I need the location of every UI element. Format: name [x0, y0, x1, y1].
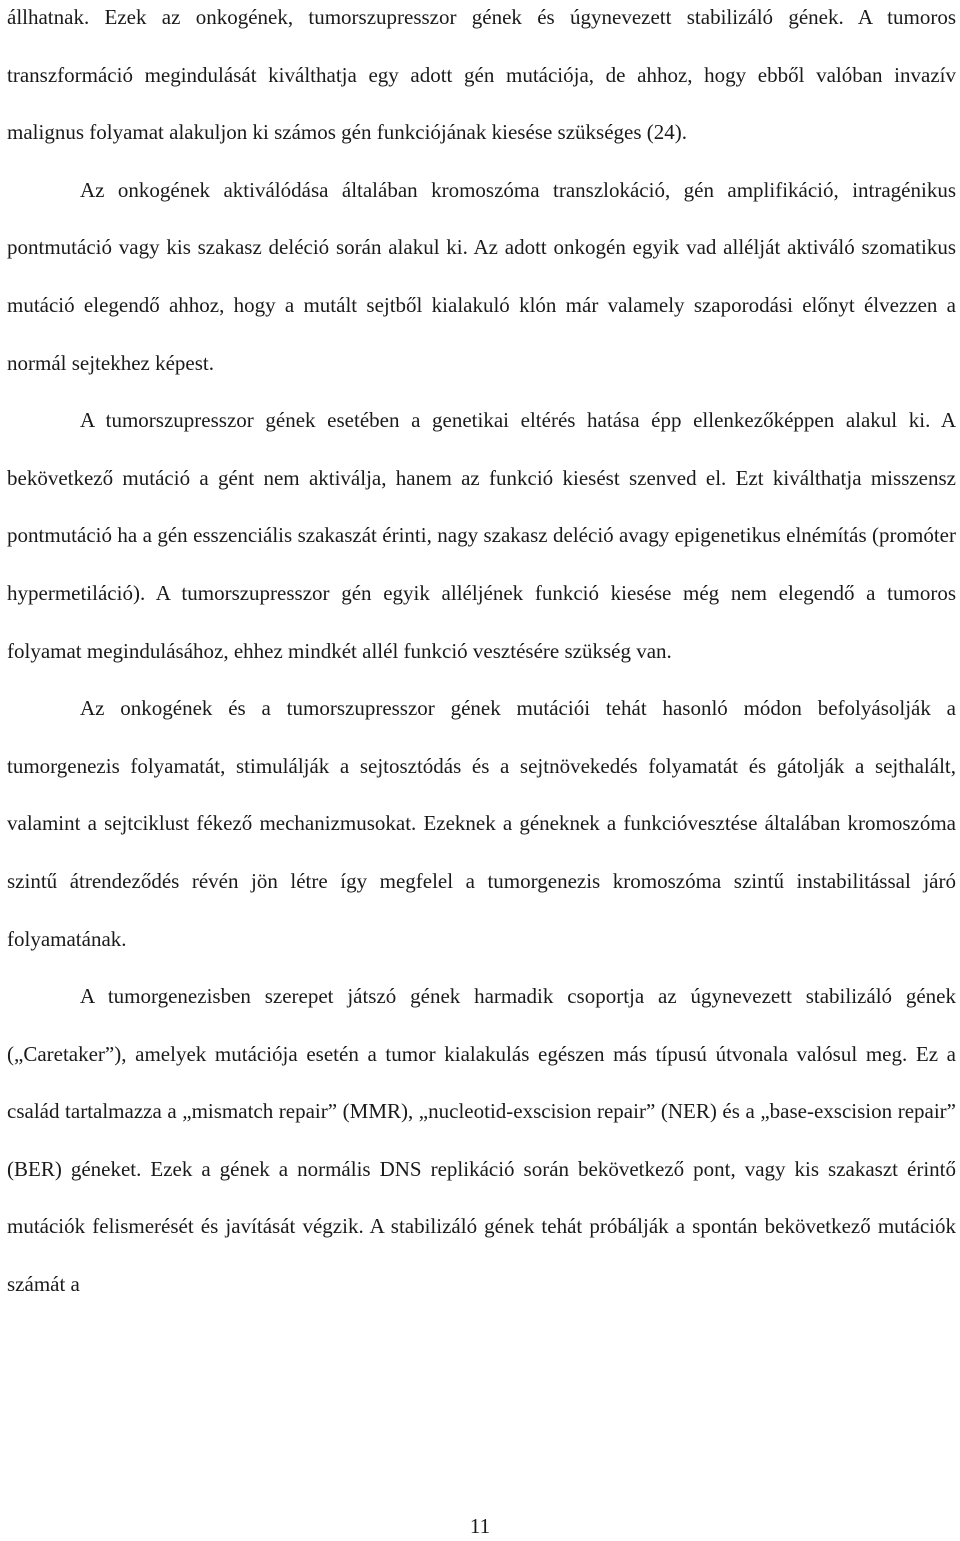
paragraph-3: A tumorszupresszor gének esetében a genetikai eltérés hatása épp ellenkezőképpen alakul ki. A bekövetkező mutáció a gént nem aktiválja, hanem az funkció kiesést szenved el. Ezt kiválthatja misszensz pontmutáció ha a gén esszenciális szakaszát érinti, nagy szakasz deléció avagy epigenetikus elnémítás (promóter hypermetiláció). A tumorszupresszor gén egyik alléljének funkció kiesése még nem elegendő a tumoros folyamat megindulásához, ehhez mindkét allél funkció vesztésére szükség van.	[7, 408, 956, 663]
paragraph-4: Az onkogének és a tumorszupresszor gének mutációi tehát hasonló módon befolyásolják a tumorgenezis folyamatát, stimulálják a sejtosztódás és a sejtnövekedés folyamatát és gátolják a sejthalált, valamint a sejtciklust fékező mechanizmusokat. Ezeknek a géneknek a funkcióvesztése általában kromoszóma szintű átrendeződés révén jön létre így megfelel a tumorgenezis kromoszóma szintű instabilitással járó folyamatának.	[7, 696, 956, 951]
paragraph-1: állhatnak. Ezek az onkogének, tumorszupresszor gének és úgynevezett stabilizáló gének. A tumoros transzformáció megindulását kiválthatja egy adott gén mutációja, de ahhoz, hogy ebből valóban invazív malignus folyamat alakuljon ki számos gén funkciójának kiesése szükséges (24).	[7, 5, 956, 145]
paragraph-5: A tumorgenezisben szerepet játszó gének harmadik csoportja az úgynevezett stabilizáló gének („Caretaker”), amelyek mutációja esetén a tumor kialakulás egészen más típusú útvonala valósul meg. Ez a család tartalmazza a „mismatch repair” (MMR), „nucleotid-exscision repair” (NER) és a „base-exscision repair” (BER) géneket. Ezek a gének a normális DNS replikáció során bekövetkező pont, vagy kis szakaszt érintő mutációk felismerését és javítását végzik. A stabilizáló gének tehát próbálják a spontán bekövetkező mutációk számát a	[7, 984, 956, 1297]
document-page	[7, 0, 956, 1314]
page-number: 11	[469, 1514, 491, 1538]
paragraph-2: Az onkogének aktiválódása általában kromoszóma transzlokáció, gén amplifikáció, intragénikus pontmutáció vagy kis szakasz deléció során alakul ki. Az adott onkogén egyik vad allélját aktiváló szomatikus mutáció elegendő ahhoz, hogy a mutált sejtből kialakuló klón már valamely szaporodási előnyt élvezzen a normál sejtekhez képest.	[7, 177, 956, 375]
